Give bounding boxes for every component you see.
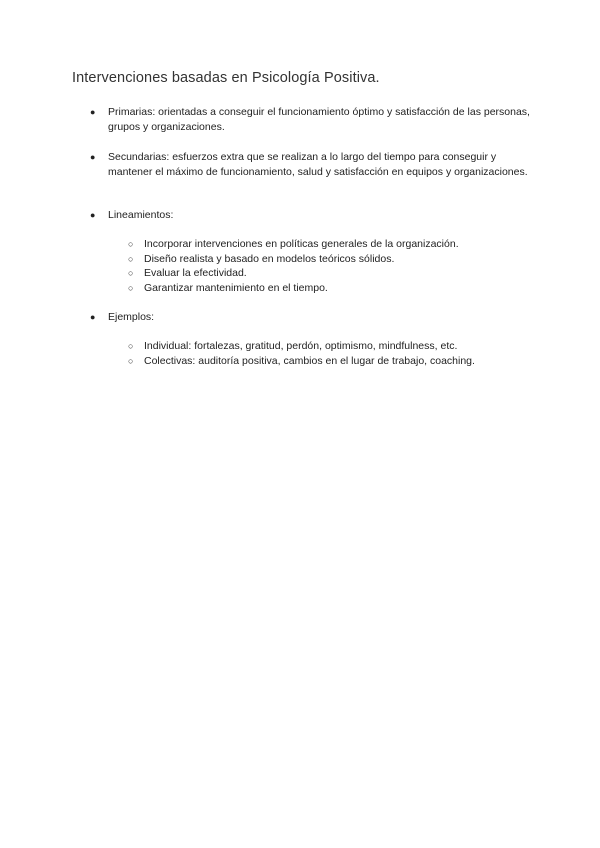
sublist-item <box>128 281 544 296</box>
filled-bullet-icon: ● <box>90 152 96 162</box>
list-item-text: Ejemplos: <box>108 311 155 323</box>
list-item-secundarias <box>90 150 538 179</box>
list-item-ejemplos <box>90 310 538 325</box>
sublist-item-text: Diseño realista y basado en modelos teóricos sólidos. <box>144 252 395 265</box>
hollow-bullet-icon: ○ <box>128 239 134 249</box>
sublist-item <box>128 354 544 369</box>
sublist-item <box>128 339 544 354</box>
hollow-bullet-icon: ○ <box>128 283 134 293</box>
hollow-bullet-icon: ○ <box>128 341 134 351</box>
list-item-text: Secundarias: esfuerzos extra que se realizan a lo largo del tiempo para conseguir y mantener el máximo de funcionamiento, salud y satisfacción en equipos y organizaciones. <box>108 151 528 178</box>
sublist-item-text: Individual: fortalezas, gratitud, perdón, optimismo, mindfulness, etc. <box>144 340 458 352</box>
sublist-item-text: Colectivas: auditoría positiva, cambios en el lugar de trabajo, coaching. <box>144 355 475 367</box>
filled-bullet-icon: ● <box>90 107 96 117</box>
hollow-bullet-icon: ○ <box>128 356 134 366</box>
sublist-item-text: Incorporar intervenciones en políticas generales de la organización. <box>144 238 459 250</box>
list-item-primarias <box>90 105 538 134</box>
list-item-text: Primarias: orientadas a conseguir el funcionamiento óptimo y satisfacción de las personas, grupos y organizaciones. <box>108 106 530 133</box>
sublist-item-text: Garantizar mantenimiento en el tiempo. <box>144 282 328 294</box>
sublist-item <box>128 237 544 252</box>
sublist-item-text: Evaluar la efectividad. <box>144 267 247 279</box>
hollow-bullet-icon: ○ <box>128 253 134 264</box>
filled-bullet-icon: ● <box>90 210 96 220</box>
document-title: Intervenciones basadas en Psicología Positiva. <box>72 70 380 86</box>
filled-bullet-icon: ● <box>90 312 96 322</box>
hollow-bullet-icon: ○ <box>128 268 134 278</box>
list-item-text: Lineamientos: <box>108 209 174 221</box>
sublist-item <box>128 266 544 281</box>
sublist-item <box>128 252 544 267</box>
list-item-lineamientos <box>90 208 538 223</box>
